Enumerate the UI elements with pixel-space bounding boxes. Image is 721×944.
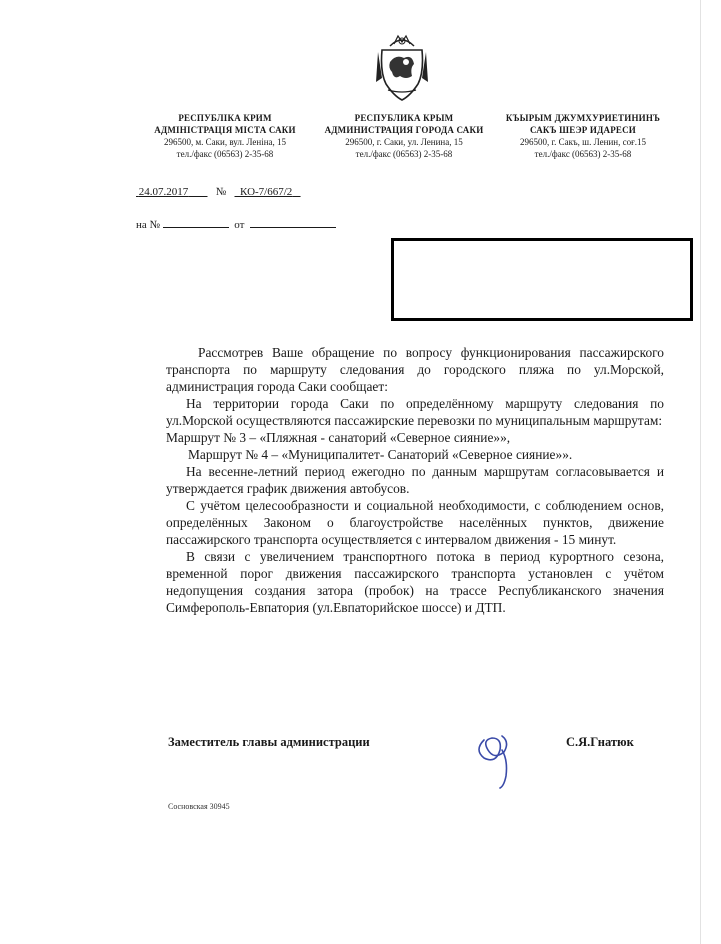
redacted-addressee-box <box>391 238 693 321</box>
header-ukrainian <box>140 112 310 160</box>
ref-label: на № <box>136 219 161 231</box>
registration-line-1 <box>136 186 301 198</box>
header-crimean-tatar <box>498 112 668 160</box>
letter-number: КО-7/667/2 <box>240 186 293 198</box>
header-russian <box>318 112 490 160</box>
header-ua-address: 296500, м. Саки, вул. Леніна, 15 <box>163 137 287 147</box>
signatory-role: Заместитель главы администрации <box>168 735 370 749</box>
signatory-name: С.Я.Гнатюк <box>566 735 634 749</box>
header-ct-line2: САКЪ ШЕЭР ИДАРЕСИ <box>529 125 637 135</box>
paragraph-2: На территории города Саки по определённому маршруту следования по ул.Морской осуществляются пассажирские перевозки по муниципальным маршрутам: <box>166 396 664 428</box>
header-ru-address: 296500, г. Саки, ул. Ленина, 15 <box>345 137 463 147</box>
paragraph-3: На весенне-летний период ежегодно по данным маршрутам согласовывается и утверждается график движения автобусов. <box>166 464 664 496</box>
letter-body <box>166 344 664 616</box>
ref-date-blank <box>250 216 336 228</box>
letter-date: 24.07.2017 <box>138 186 189 198</box>
header-ru-phone: тел./факс (06563) 2-35-68 <box>355 149 453 159</box>
header-ru-line1: РЕСПУБЛИКА КРЫМ <box>354 113 454 123</box>
header-ua-phone: тел./факс (06563) 2-35-68 <box>176 149 274 159</box>
from-label: от <box>234 219 245 231</box>
paragraph-4: С учётом целесообразности и социальной необходимости, с соблюдением основ, определённых Законом о благоустройстве населённых пунктов, движение пассажирского транспорта осуществляется с интервалом движения - 15 минут. <box>166 498 664 547</box>
paragraph-1: Рассмотрев Ваше обращение по вопросу функционирования пассажирского транспорта по маршруту следования до городского пляжа по ул.Морской, администрация города Саки сообщает: <box>166 345 664 394</box>
number-label: № <box>215 186 227 198</box>
ref-number-blank <box>163 216 229 228</box>
paragraph-5: В связи с увеличением транспортного потока в период курортного сезона, временной порог движения пассажирского транспорта установлен с учётом недопущения создания затора (пробок) на трассе Республиканского значения Симферополь-Евпатория (ул.Евпаторийское шоссе) и ДТП. <box>166 549 664 615</box>
route-4: Маршрут № 4 – «Муниципалитет- Санаторий «Северное сияние»». <box>188 447 573 462</box>
coat-of-arms-icon <box>372 32 432 102</box>
route-3: Маршрут № 3 – «Пляжная - санаторий «Северное сияние»», <box>166 430 511 445</box>
header-ru-line2: АДМИНИСТРАЦИЯ ГОРОДА САКИ <box>324 125 484 135</box>
header-ct-phone: тел./факс (06563) 2-35-68 <box>534 149 632 159</box>
header-ua-line1: РЕСПУБЛІКА КРИМ <box>178 113 272 123</box>
header-ua-line2: АДМІНІСТРАЦІЯ МІСТА САКИ <box>154 125 296 135</box>
header-ct-line1: КЪЫРЫМ ДЖУМХУРИЕТИНИНЪ <box>505 113 661 123</box>
executor-note: Сосновская 30945 <box>168 802 230 811</box>
header-ct-address: 296500, г. Сакъ, ш. Ленин, соғ.15 <box>519 137 647 147</box>
registration-line-2 <box>136 216 336 231</box>
handwritten-signature <box>470 720 530 790</box>
